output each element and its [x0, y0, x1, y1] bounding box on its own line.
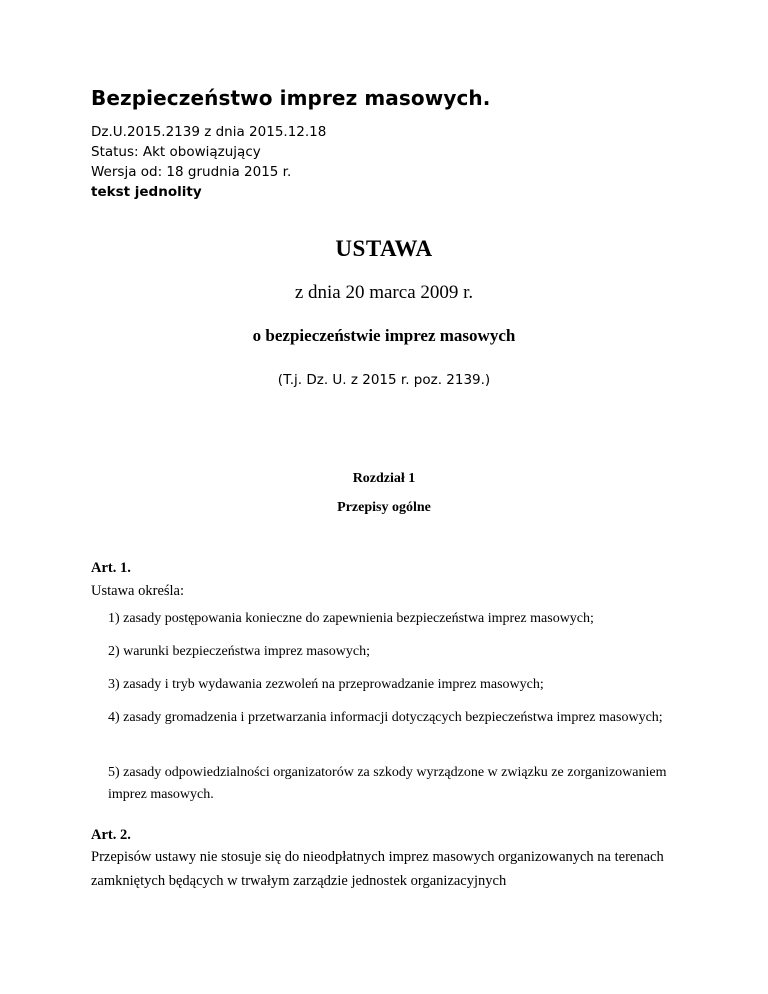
article-2-heading: Art. 2.	[91, 827, 131, 843]
article-2-text: Przepisów ustawy nie stosuje się do nieodpłatnych imprez masowych organizowanych na terenach zamkniętych będących w trwałym zarządzie jednostek organizacyjnych	[91, 849, 664, 889]
act-type-heading: USTAWA	[335, 236, 433, 261]
article-1-intro: Ustawa określa:	[91, 583, 185, 599]
chapter-title: Przepisy ogólne	[337, 500, 431, 515]
act-date: z dnia 20 marca 2009 r.	[294, 282, 474, 303]
status-line: Status: Akt obowiązujący	[91, 144, 261, 160]
article-1-item-1: 1) zasady postępowania konieczne do zapewnienia bezpieczeństwa imprez masowych;	[108, 611, 594, 626]
act-name: o bezpieczeństwie imprez masowych	[252, 326, 516, 345]
article-1-item-4: 4) zasady gromadzenia i przetwarzania informacji dotyczących bezpieczeństwa imprez masowych;	[108, 710, 663, 725]
article-1-item-2: 2) warunki bezpieczeństwa imprez masowych;	[108, 644, 371, 659]
article-1-heading: Art. 1.	[91, 560, 131, 576]
text-type-label: tekst jednolity	[91, 184, 202, 200]
chapter-number: Rozdział 1	[352, 471, 416, 486]
document-title: Bezpieczeństwo imprez masowych.	[91, 86, 491, 110]
journal-reference: Dz.U.2015.2139 z dnia 2015.12.18	[91, 124, 327, 140]
article-1-item-5: 5) zasady odpowiedzialności organizatorów za szkody wyrządzone w związku ze zorganizowaniem imprez masowych.	[108, 765, 667, 802]
article-1-item-3: 3) zasady i tryb wydawania zezwoleń na przeprowadzanie imprez masowych;	[108, 677, 544, 692]
version-line: Wersja od: 18 grudnia 2015 r.	[91, 164, 292, 180]
consolidated-reference: (T.j. Dz. U. z 2015 r. poz. 2139.)	[277, 372, 491, 388]
